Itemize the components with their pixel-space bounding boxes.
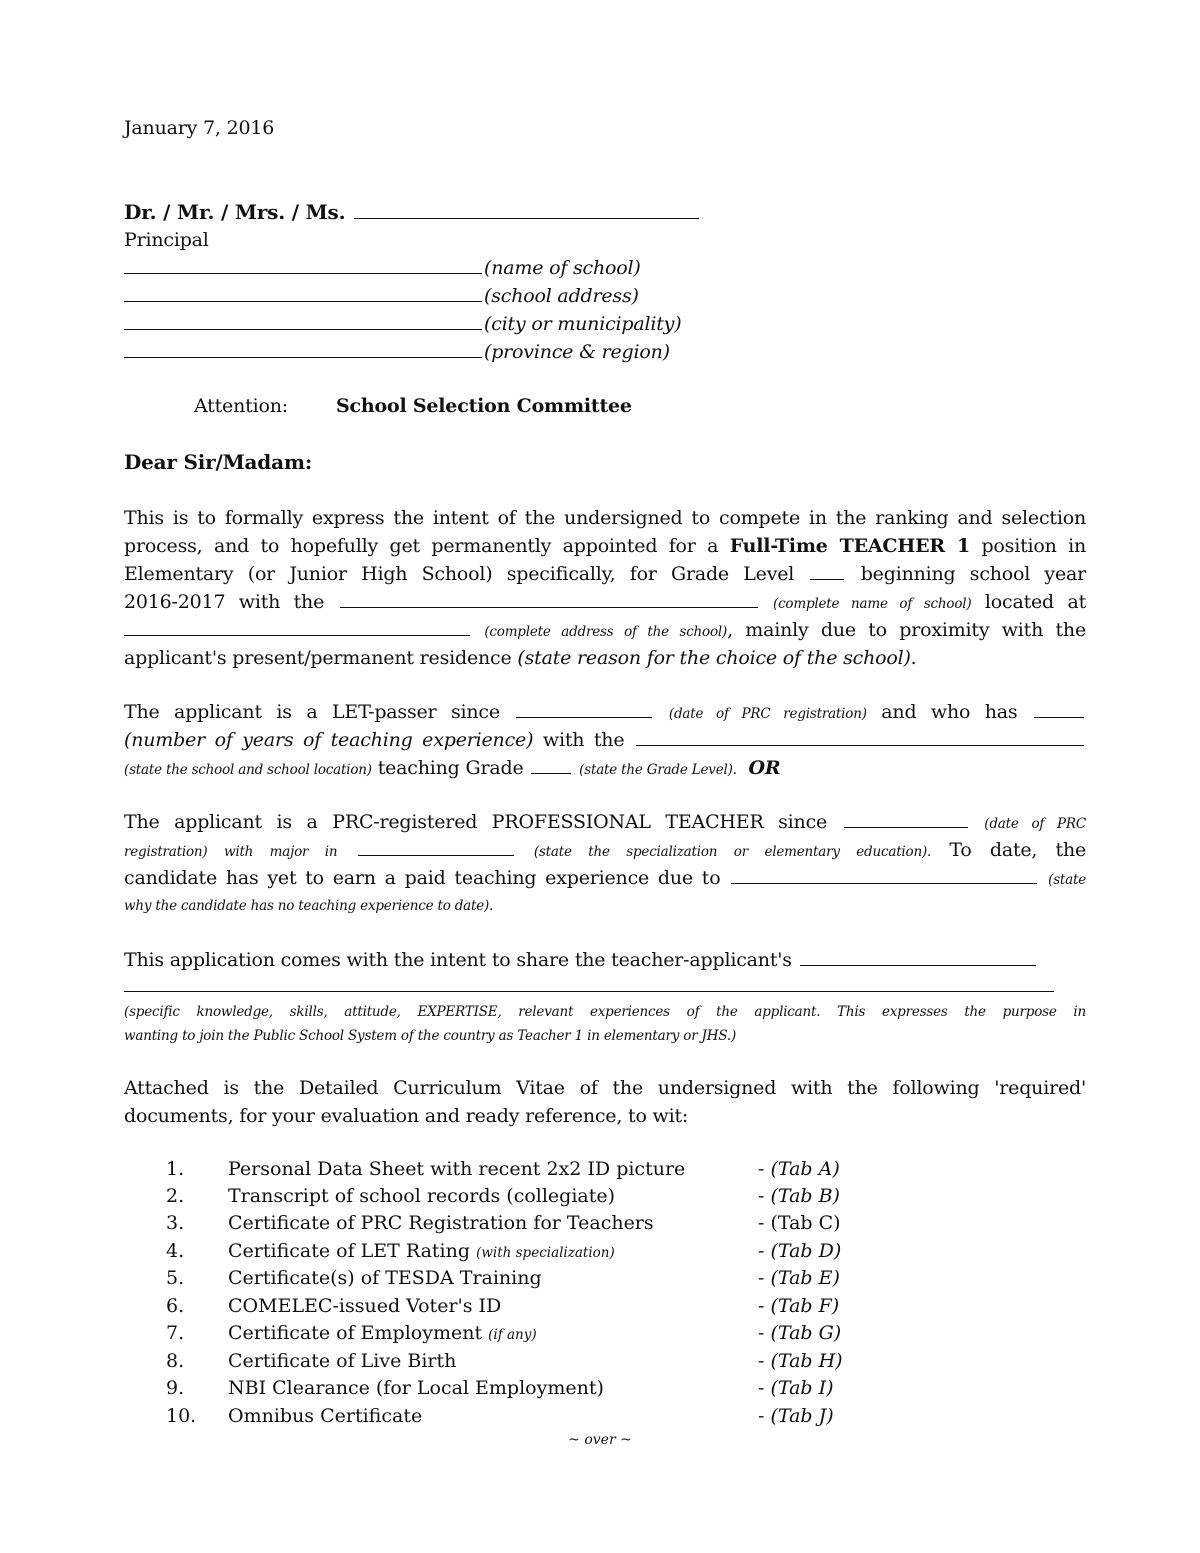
prc-date-blank[interactable] <box>844 809 968 828</box>
let-date-blank[interactable] <box>516 699 652 718</box>
p1-line-5: (complete address of the school), mainly due to proximity with the <box>124 616 1086 646</box>
p3-line-3: candidate has yet to earn a paid teaching experience due to (state <box>124 867 1087 889</box>
salutation-prefix: Dr. / Mr. / Mrs. / Ms. <box>124 200 346 224</box>
or-label: OR <box>748 757 781 779</box>
province-blank[interactable] <box>124 339 482 358</box>
list-item: 4. Certificate of LET Rating (with specialization) - (Tab D) <box>166 1240 842 1262</box>
list-item: 7. Certificate of Employment (if any) - (Tab G) <box>166 1322 842 1344</box>
address-line-school-address <box>124 282 639 310</box>
p4-line-3: (specific knowledge, skills, attitude, EXPERTISE, relevant experiences of the applicant. This expresses the purpose in <box>124 1004 1086 1020</box>
expertise-blank-1[interactable] <box>800 947 1036 966</box>
address-hint: (name of school) <box>484 257 641 279</box>
p1-line-2: process, and to hopefully get permanently appointed for a Full-Time TEACHER 1 position in <box>124 535 1087 557</box>
greeting: Dear Sir/Madam: <box>124 450 312 474</box>
p1-line-4: 2016-2017 with the (complete name of school) located at <box>124 591 1087 613</box>
recipient-name-line <box>124 198 701 226</box>
years-experience-blank[interactable] <box>1034 699 1084 718</box>
major-blank[interactable] <box>358 837 514 856</box>
list-item: 1. Personal Data Sheet with recent 2x2 ID picture - (Tab A) <box>166 1158 840 1180</box>
grade-level-blank[interactable] <box>810 561 844 580</box>
p2-line-3: (state the school and school location) teaching Grade (state the Grade Level). OR <box>124 757 781 779</box>
p1-line-3: Elementary (or Junior High School) specifically, for Grade Level beginning school year <box>124 563 1087 585</box>
complete-school-address-blank[interactable] <box>124 617 470 636</box>
p4-line-1: This application comes with the intent to share the teacher-applicant's <box>124 946 1038 974</box>
expertise-blank-2[interactable] <box>124 973 1054 992</box>
school-name-blank[interactable] <box>124 255 482 274</box>
p2-line-1: The applicant is a LET-passer since (date of PRC registration) and who has <box>124 698 1086 728</box>
attention-label: Attention: <box>194 395 288 417</box>
school-location-blank[interactable] <box>636 727 1084 746</box>
page-footer-over: ~ over ~ <box>568 1432 632 1448</box>
teaching-grade-blank[interactable] <box>531 755 571 774</box>
recipient-name-blank[interactable] <box>354 200 699 219</box>
p3-line-1: The applicant is a PRC-registered PROFESSIONAL TEACHER since (date of PRC <box>124 811 1086 833</box>
position-title: Full-Time TEACHER 1 <box>729 535 970 557</box>
address-hint: (province & region) <box>484 341 670 363</box>
list-item: 8. Certificate of Live Birth - (Tab H) <box>166 1350 843 1372</box>
p1-line-6: applicant's present/permanent residence (state reason for the choice of the school). <box>124 647 917 669</box>
p3-line-4: why the candidate has no teaching experience to date). <box>124 898 494 914</box>
address-line-province <box>124 338 670 366</box>
list-item: 10. Omnibus Certificate - (Tab J) <box>166 1405 834 1427</box>
p4-line-4: wanting to join the Public School System of the country as Teacher 1 in elementary or JHS.) <box>124 1028 737 1044</box>
p2-line-2: (number of years of teaching experience) with the <box>124 726 1086 754</box>
p5-line-1: Attached is the Detailed Curriculum Vitae of the undersigned with the following 'required' <box>124 1077 1086 1099</box>
address-line-city <box>124 310 681 338</box>
address-line-school-name <box>124 254 641 282</box>
list-item: 9. NBI Clearance (for Local Employment) - (Tab I) <box>166 1377 834 1399</box>
p5-line-2: documents, for your evaluation and ready reference, to wit: <box>124 1105 689 1127</box>
p1-line-1: This is to formally express the intent of the undersigned to compete in the ranking and selection <box>124 507 1086 529</box>
attention-value: School Selection Committee <box>336 395 632 417</box>
list-item: 5. Certificate(s) of TESDA Training - (Tab E) <box>166 1267 840 1289</box>
p3-line-2: registration) with major in (state the specialization or elementary education). To date, the <box>124 839 1087 861</box>
school-address-blank[interactable] <box>124 283 482 302</box>
complete-school-name-blank[interactable] <box>340 589 758 608</box>
letter-date: January 7, 2016 <box>124 117 275 139</box>
city-blank[interactable] <box>124 311 482 330</box>
recipient-title: Principal <box>124 229 209 251</box>
list-item: 2. Transcript of school records (collegiate) - (Tab B) <box>166 1185 840 1207</box>
list-item: 3. Certificate of PRC Registration for Teachers - (Tab C) <box>166 1212 841 1234</box>
address-hint: (school address) <box>484 285 639 307</box>
list-item: 6. COMELEC-issued Voter's ID - (Tab F) <box>166 1295 840 1317</box>
address-hint: (city or municipality) <box>484 313 682 335</box>
no-experience-reason-blank[interactable] <box>731 865 1037 884</box>
p4-line-2 <box>124 972 1056 1000</box>
